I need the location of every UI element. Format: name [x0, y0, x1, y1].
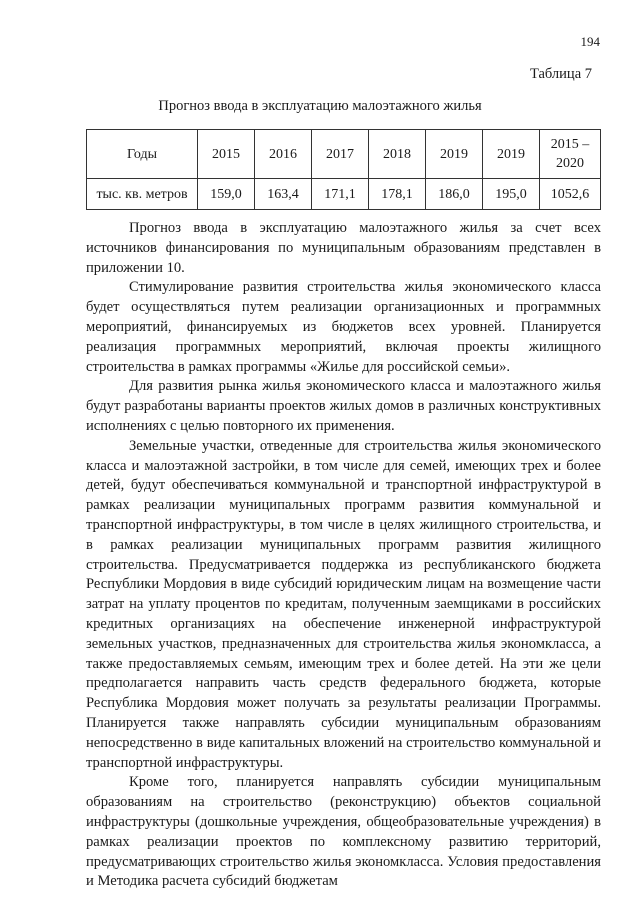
value-cell-total: 1052,6	[540, 179, 601, 210]
header-cell-years: Годы	[87, 130, 198, 179]
value-cell: 171,1	[312, 179, 369, 210]
table-label: Таблица 7	[529, 66, 592, 82]
paragraph: Прогноз ввода в эксплуатацию малоэтажного жилья за счет всех источников финансирования по муниципальным образованиям представлен в приложении 10.	[86, 220, 601, 276]
header-cell-total: 2015 – 2020	[540, 130, 601, 179]
paragraph: Кроме того, планируется направлять субсидии муниципальным образованиям на строительство (реконструкцию) объектов социальной инфраструктуры (дошкольные учреждения, общеобразовательные учреждения) в рамках реализации проектов по комплексному развитию территорий, предусматривающих строительство жилья экономкласса. Условия предоставления и Методика расчета субсидий бюджетам	[86, 774, 601, 890]
table-title: Прогноз ввода в эксплуатацию малоэтажного жилья	[158, 98, 482, 114]
forecast-table	[86, 129, 601, 210]
table-header-row	[87, 130, 601, 179]
row-label: тыс. кв. метров	[87, 179, 198, 210]
value-cell: 178,1	[369, 179, 426, 210]
header-cell-2019: 2019	[426, 130, 483, 179]
value-cell: 195,0	[483, 179, 540, 210]
header-cell-2019-b: 2019	[483, 130, 540, 179]
value-cell: 159,0	[198, 179, 255, 210]
body-text	[86, 219, 601, 892]
page-number: 194	[580, 34, 600, 49]
value-cell: 163,4	[255, 179, 312, 210]
header-cell-2016: 2016	[255, 130, 312, 179]
table-row	[87, 179, 601, 210]
header-cell-2018: 2018	[369, 130, 426, 179]
paragraph: Земельные участки, отведенные для строительства жилья экономического класса и малоэтажной застройки, в том числе для семей, имеющих трех и более детей, будут обеспечиваться коммунальной и транспортной инфраструктурой в рамках реализации муниципальных программ развития коммунальной и транспортной инфраструктуры, в том числе в целях жилищного строительства, и в рамках реализации муниципальных программ развития жилищного строительства. Предусматривается поддержка из республиканского бюджета Республики Мордовия в виде субсидий юридическим лицам на возмещение части затрат на уплату процентов по кредитам, полученным заемщиками в российских кредитных организациях на обеспечение инженерной инфраструктурой земельных участков, предназначенных для строительства жилья экономкласса, а также предоставляемых семьям, имеющим трех и более детей. На эти же цели предполагается направить часть средств федерального бюджета, которые Республика Мордовия может получать за результаты реализации Программы. Планируется также направлять субсидии муниципальным образованиям непосредственно в виде капитальных вложений на строительство коммунальной и транспортной инфраструктуры.	[86, 437, 601, 771]
header-cell-2015: 2015	[198, 130, 255, 179]
header-cell-2017: 2017	[312, 130, 369, 179]
value-cell: 186,0	[426, 179, 483, 210]
paragraph: Стимулирование развития строительства жилья экономического класса будет осуществляться путем реализации организационных и программных мероприятий, финансируемых из бюджетов всех уровней. Планируется реализация программных мероприятий, включая проекты жилищного строительства в рамках программы «Жилье для российской семьи».	[86, 279, 601, 375]
paragraph: Для развития рынка жилья экономического класса и малоэтажного жилья будут разработаны варианты проектов жилых домов в различных конструктивных исполнениях с целью повторного их применения.	[86, 378, 601, 434]
